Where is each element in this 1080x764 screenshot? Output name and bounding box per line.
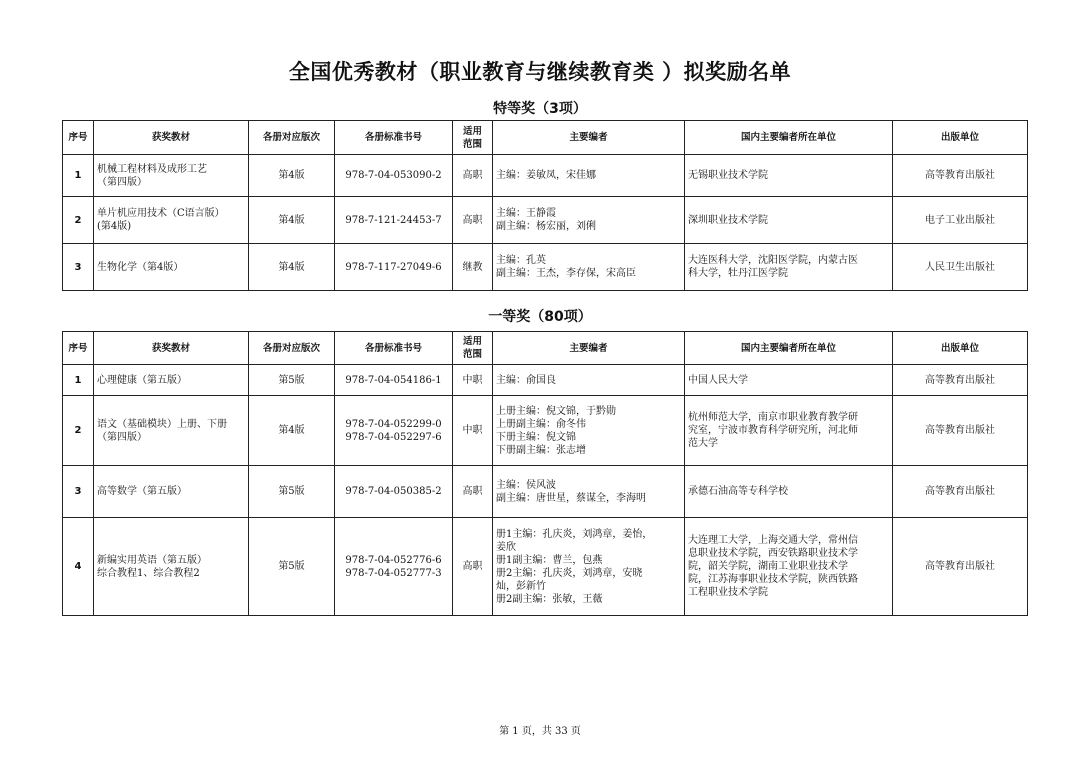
editor-units-line: 究室，宁波市教育科学研究所，河北师 <box>688 425 858 436</box>
isbn <box>335 155 453 197</box>
special-prize-rows <box>63 155 1028 291</box>
header-scope: 适用范围 <box>453 121 493 155</box>
scope: 高职 <box>453 197 493 244</box>
editor-units-line: 承德石油高等专科学校 <box>688 486 788 497</box>
header-units: 国内主要编者所在单位 <box>685 121 893 155</box>
edition: 第5版 <box>249 365 335 396</box>
header-scope: 适用范围 <box>453 332 493 365</box>
page-footer: 第 1 页，共 33 页 <box>499 726 581 737</box>
editors-line: 下册主编：倪文锦 <box>496 431 576 443</box>
isbn-line: 978-7-117-27049-6 <box>345 261 442 273</box>
editors-line: 册1主编：孔庆炎，刘鸿章，姜怡， <box>496 528 653 540</box>
table-row <box>63 365 1028 396</box>
edition: 第4版 <box>249 244 335 291</box>
header-publisher: 出版单位 <box>893 121 1028 155</box>
header-isbn: 各册标准书号 <box>335 121 453 155</box>
book-title <box>94 396 249 466</box>
editors <box>493 365 685 396</box>
book-title-line: 单片机应用技术（C语言版） <box>97 208 225 219</box>
isbn-line: 978-7-04-052299-0 <box>345 418 442 430</box>
row-number: 3 <box>63 466 94 518</box>
book-title-line: 生物化学（第4版） <box>97 261 184 273</box>
book-title-line: (第4版) <box>97 221 132 232</box>
isbn-line: 978-7-04-052777-3 <box>345 567 442 579</box>
editor-units <box>685 365 893 396</box>
editor-units-line: 深圳职业技术学院 <box>688 214 768 226</box>
publisher: 人民卫生出版社 <box>893 244 1028 291</box>
isbn-line: 978-7-04-050385-2 <box>345 486 442 497</box>
book-title <box>94 466 249 518</box>
book-title-line: 综合教程1、综合教程2 <box>97 567 200 579</box>
book-title <box>94 518 249 616</box>
isbn <box>335 244 453 291</box>
table-row <box>63 197 1028 244</box>
editors-line: 主编：孔英 <box>496 255 546 266</box>
editors-line: 上册主编：倪文锦，于黔勋 <box>496 405 616 417</box>
book-title-line: 心理健康（第五版） <box>97 374 187 386</box>
row-number: 3 <box>63 244 94 291</box>
editor-units <box>685 396 893 466</box>
table-row <box>63 466 1028 518</box>
editor-units-line: 中国人民大学 <box>688 374 748 386</box>
special-prize-title: 特等奖（3项） <box>493 101 587 117</box>
editor-units-line: 无锡职业技术学院 <box>688 170 768 181</box>
isbn-line: 978-7-121-24453-7 <box>345 214 442 226</box>
editors <box>493 466 685 518</box>
editors-line: 副主编：杨宏丽，刘俐 <box>496 221 596 232</box>
isbn-line: 978-7-04-052776-6 <box>345 554 442 566</box>
scope: 中职 <box>453 396 493 466</box>
isbn <box>335 518 453 616</box>
editors <box>493 396 685 466</box>
book-title <box>94 365 249 396</box>
header-no: 序号 <box>63 332 94 365</box>
publisher: 高等教育出版社 <box>893 155 1028 197</box>
editor-units <box>685 244 893 291</box>
editors-line: 上册副主编：俞冬伟 <box>496 418 586 430</box>
editor-units-line: 院，江苏海事职业技术学院，陕西铁路 <box>688 574 858 585</box>
scope: 继教 <box>453 244 493 291</box>
book-title <box>94 155 249 197</box>
table-row <box>63 518 1028 616</box>
header-edition: 各册对应版次 <box>249 121 335 155</box>
editors <box>493 244 685 291</box>
editors-line: 主编：侯风波 <box>496 479 556 491</box>
edition: 第5版 <box>249 466 335 518</box>
first-prize-table <box>62 331 1028 616</box>
row-number: 2 <box>63 197 94 244</box>
book-title-line: 语文（基础模块）上册、下册 <box>97 418 227 430</box>
editor-units-line: 大连医科大学，沈阳医学院，内蒙古医 <box>688 255 858 266</box>
editors-line: 主编：王静霞 <box>496 208 556 219</box>
editors-line: 姜欣 <box>496 541 516 553</box>
header-editors: 主要编者 <box>493 332 685 365</box>
editors-line: 册2副主编：张敏，王薇 <box>496 593 603 605</box>
row-number: 1 <box>63 365 94 396</box>
book-title <box>94 244 249 291</box>
editors-line: 灿，彭新竹 <box>496 580 546 592</box>
editors-line: 册1副主编：曹兰，包燕 <box>496 554 603 566</box>
editor-units <box>685 197 893 244</box>
publisher: 高等教育出版社 <box>893 466 1028 518</box>
isbn-line: 978-7-04-054186-1 <box>345 374 442 386</box>
header-editors: 主要编者 <box>493 121 685 155</box>
scope: 高职 <box>453 155 493 197</box>
publisher: 高等教育出版社 <box>893 396 1028 466</box>
editor-units-line: 科大学，牡丹江医学院 <box>688 268 788 279</box>
scope: 中职 <box>453 365 493 396</box>
editors-line: 副主编：王杰，李存保，宋高臣 <box>496 268 636 279</box>
row-number: 4 <box>63 518 94 616</box>
table-row <box>63 244 1028 291</box>
table-row <box>63 396 1028 466</box>
editor-units-line: 杭州师范大学，南京市职业教育教学研 <box>688 412 858 423</box>
header-book: 获奖教材 <box>94 121 249 155</box>
row-number: 1 <box>63 155 94 197</box>
editors-line: 册2主编：孔庆炎，刘鸿章，安晓 <box>496 567 643 579</box>
editors-line: 主编：俞国良 <box>496 374 556 386</box>
first-prize-rows <box>63 365 1028 616</box>
header-publisher: 出版单位 <box>893 332 1028 365</box>
publisher: 电子工业出版社 <box>893 197 1028 244</box>
editor-units-line: 大连理工大学，上海交通大学，常州信 <box>688 535 858 546</box>
isbn <box>335 365 453 396</box>
first-prize-title: 一等奖（80项） <box>488 309 592 325</box>
publisher: 高等教育出版社 <box>893 365 1028 396</box>
row-number: 2 <box>63 396 94 466</box>
header-book: 获奖教材 <box>94 332 249 365</box>
editors <box>493 155 685 197</box>
book-title <box>94 197 249 244</box>
special-prize-table <box>62 120 1028 291</box>
isbn-line: 978-7-04-053090-2 <box>345 170 442 181</box>
isbn-line: 978-7-04-052297-6 <box>345 431 442 443</box>
scope: 高职 <box>453 518 493 616</box>
edition: 第4版 <box>249 155 335 197</box>
header-isbn: 各册标准书号 <box>335 332 453 365</box>
table-header-row <box>63 332 1028 365</box>
publisher: 高等教育出版社 <box>893 518 1028 616</box>
editor-units-line: 院，韶关学院，湖南工业职业技术学 <box>688 561 848 572</box>
edition: 第4版 <box>249 197 335 244</box>
editor-units <box>685 518 893 616</box>
editors <box>493 197 685 244</box>
editor-units-line: 工程职业技术学院 <box>688 587 768 598</box>
table-header-row <box>63 121 1028 155</box>
header-units: 国内主要编者所在单位 <box>685 332 893 365</box>
scope: 高职 <box>453 466 493 518</box>
table-row <box>63 155 1028 197</box>
isbn <box>335 396 453 466</box>
editor-units <box>685 466 893 518</box>
editor-units-line: 范大学 <box>688 438 718 449</box>
document-title: 全国优秀教材（职业教育与继续教育类 ）拟奖励名单 <box>288 60 792 84</box>
editors-line: 主编：姜敏凤，宋佳娜 <box>496 170 596 181</box>
isbn <box>335 197 453 244</box>
book-title-line: （第四版） <box>97 176 147 188</box>
book-title-line: （第四版） <box>97 431 147 443</box>
edition: 第5版 <box>249 518 335 616</box>
book-title-line: 新编实用英语（第五版） <box>97 554 207 566</box>
isbn <box>335 466 453 518</box>
editors-line: 副主编：唐世星，蔡谋全，李海明 <box>496 492 646 504</box>
editor-units <box>685 155 893 197</box>
header-no: 序号 <box>63 121 94 155</box>
header-edition: 各册对应版次 <box>249 332 335 365</box>
editor-units-line: 息职业技术学院，西安铁路职业技术学 <box>688 548 858 559</box>
editors-line: 下册副主编：张志增 <box>496 444 586 456</box>
book-title-line: 机械工程材料及成形工艺 <box>97 163 207 175</box>
editors <box>493 518 685 616</box>
book-title-line: 高等数学（第五版） <box>97 486 187 497</box>
edition: 第4版 <box>249 396 335 466</box>
